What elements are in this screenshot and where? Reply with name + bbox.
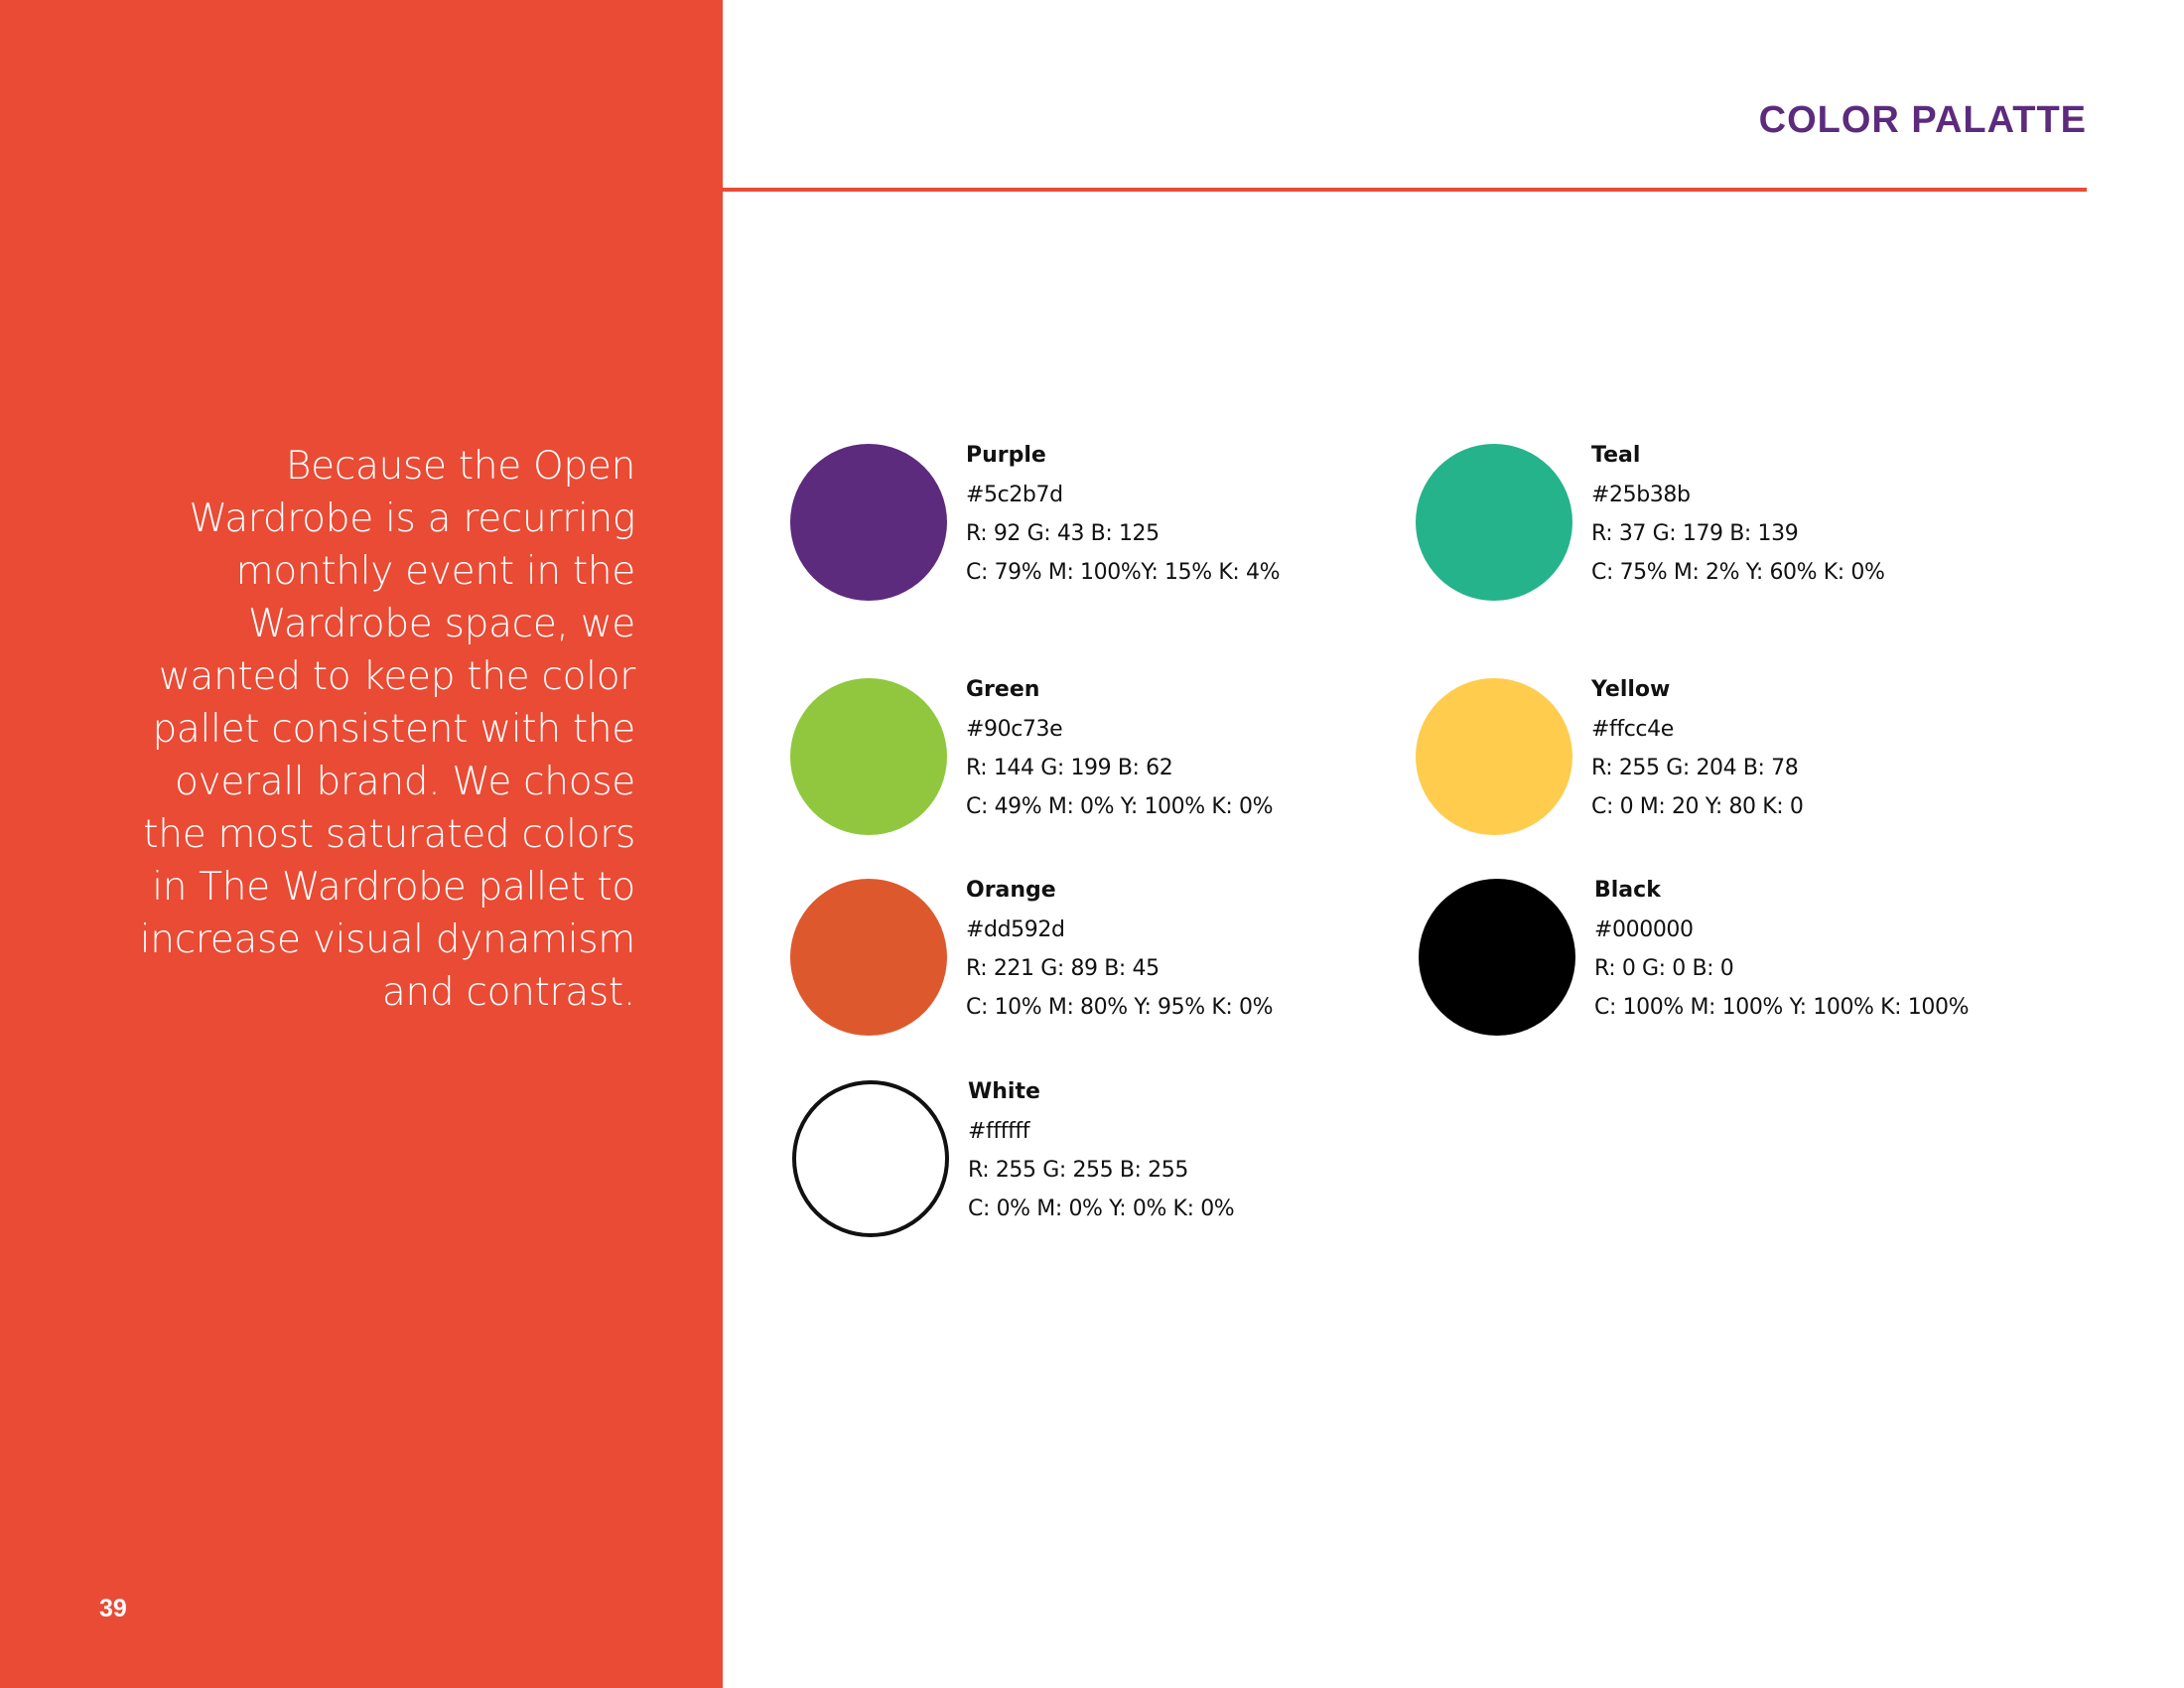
swatch-info	[1591, 444, 1885, 600]
swatch-info	[1591, 678, 1803, 834]
color-cmyk: C: 10% M: 80% Y: 95% K: 0%	[966, 995, 1274, 1020]
color-swatch-purple	[790, 444, 1445, 613]
color-hex: #90c73e	[966, 717, 1063, 742]
color-rgb: R: 255 G: 255 B: 255	[968, 1158, 1188, 1183]
green-circle	[790, 678, 947, 835]
color-swatch-green	[790, 678, 1445, 847]
color-hex: #25b38b	[1591, 483, 1691, 507]
color-name: Teal	[1591, 443, 1641, 468]
color-hex: #000000	[1594, 917, 1694, 942]
color-rgb: R: 144 G: 199 B: 62	[966, 756, 1173, 780]
color-swatch-black	[1419, 879, 2074, 1048]
swatch-info	[968, 1080, 1234, 1236]
color-rgb: R: 221 G: 89 B: 45	[966, 956, 1160, 981]
color-cmyk: C: 100% M: 100% Y: 100% K: 100%	[1594, 995, 1970, 1020]
purple-circle	[790, 444, 947, 601]
color-name: Yellow	[1591, 677, 1671, 702]
black-circle	[1419, 879, 1575, 1036]
color-swatch-orange	[790, 879, 1445, 1048]
page-number: 39	[99, 1595, 127, 1622]
color-hex: #ffcc4e	[1591, 717, 1674, 742]
color-swatch-teal	[1416, 444, 2071, 613]
color-hex: #dd592d	[966, 917, 1065, 942]
color-cmyk: C: 75% M: 2% Y: 60% K: 0%	[1591, 560, 1885, 585]
color-name: Green	[966, 677, 1040, 702]
color-name: Purple	[966, 443, 1046, 468]
color-rgb: R: 255 G: 204 B: 78	[1591, 756, 1799, 780]
color-cmyk: C: 79% M: 100%Y: 15% K: 4%	[966, 560, 1281, 585]
color-swatch-white	[792, 1080, 1447, 1249]
color-cmyk: C: 49% M: 0% Y: 100% K: 0%	[966, 794, 1274, 819]
page-title: COLOR PALATTE	[1758, 99, 2087, 141]
color-rgb: R: 92 G: 43 B: 125	[966, 521, 1160, 546]
color-cmyk: C: 0 M: 20 Y: 80 K: 0	[1591, 794, 1804, 819]
swatch-info	[966, 678, 1273, 834]
color-name: White	[968, 1079, 1040, 1104]
white-circle	[792, 1080, 949, 1237]
yellow-circle	[1416, 678, 1572, 835]
intro-paragraph: Because the Open Wardrobe is a recurring monthly event in the Wardrobe space, we wanted to keep the color pallet consistent with the overall brand. We chose the most saturated colors in The Wardrobe pallet to increase visual dynamism and contrast.	[139, 444, 635, 1015]
color-name: Orange	[966, 878, 1056, 903]
swatch-info	[966, 444, 1280, 600]
teal-circle	[1416, 444, 1572, 601]
title-divider	[723, 188, 2087, 192]
color-cmyk: C: 0% M: 0% Y: 0% K: 0%	[968, 1196, 1235, 1221]
color-name: Black	[1594, 878, 1661, 903]
orange-circle	[790, 879, 947, 1036]
color-hex: #ffffff	[968, 1119, 1030, 1144]
color-hex: #5c2b7d	[966, 483, 1063, 507]
swatch-info	[1594, 879, 1969, 1035]
color-rgb: R: 0 G: 0 B: 0	[1594, 956, 1734, 981]
left-panel	[0, 0, 723, 1688]
swatch-info	[966, 879, 1273, 1035]
color-swatch-yellow	[1416, 678, 2071, 847]
color-rgb: R: 37 G: 179 B: 139	[1591, 521, 1799, 546]
